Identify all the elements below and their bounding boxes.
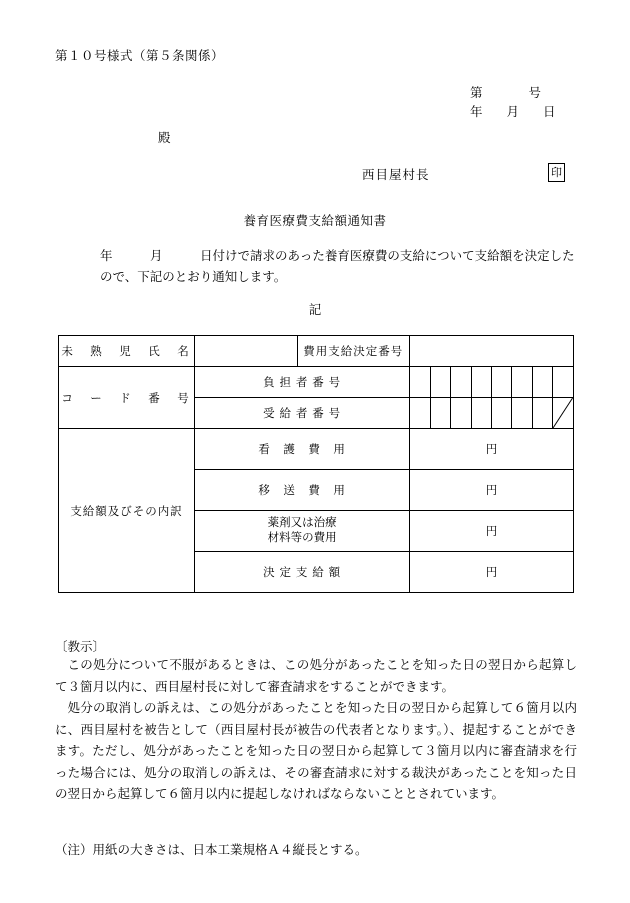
notice-heading: 〔教示〕 xyxy=(55,640,106,654)
notice-paragraph-2: 処分の取消しの訴えは、この処分があったことを知った日の翌日から起算して６箇月以内に、西目屋村を被告として（西目屋村長が被告の代表者となります。）、提起することができます。ただし、処分があったことを知った日の翌日から起算して３箇月以内に審査請求を行った場合には、処分の取消しの訴えは、その審査請求に対する裁決があったことを知った日の翌日から起算して６箇月以内に提起しなければならないこととされています。 xyxy=(55,701,577,801)
number-label: 第 xyxy=(470,86,483,100)
payer-digit-7 xyxy=(532,367,552,398)
diagonal-strike-icon xyxy=(553,398,573,428)
recipient-digit-6 xyxy=(512,398,532,429)
decided-amount-label: 決 定 支 給 額 xyxy=(195,552,410,593)
issuer-name: 西目屋村長 xyxy=(362,168,430,182)
payer-digit-6 xyxy=(512,367,532,398)
payer-digit-5 xyxy=(491,367,511,398)
recipient-digit-2 xyxy=(430,398,450,429)
notice-body xyxy=(55,655,577,806)
transport-cost-value: 円 xyxy=(410,470,574,511)
payer-digit-4 xyxy=(471,367,491,398)
table-row xyxy=(59,429,574,470)
recipient-digit-8-struck xyxy=(553,398,574,429)
addressee-suffix: 殿 xyxy=(158,131,171,145)
recipient-digit-5 xyxy=(491,398,511,429)
recipient-digit-4 xyxy=(471,398,491,429)
medicine-cost-label xyxy=(195,511,410,552)
payer-number-text: 負 担 者 番 号 xyxy=(263,377,342,389)
nursing-cost-label: 看 護 費 用 xyxy=(195,429,410,470)
date-day: 日 xyxy=(543,105,556,119)
nursing-cost-value: 円 xyxy=(410,429,574,470)
payer-digit-1 xyxy=(410,367,430,398)
amount-breakdown-label: 支給額及びその内訳 xyxy=(59,429,195,593)
medicine-cost-label-line2: 材料等の費用 xyxy=(267,532,337,544)
page-title: 養育医療費支給額通知書 xyxy=(243,214,387,228)
recipient-number-label: 受 給 者 番 号 xyxy=(195,398,410,429)
medicine-cost-value: 円 xyxy=(410,511,574,552)
cost-decision-number-value xyxy=(410,336,574,367)
table-row xyxy=(59,336,574,367)
number-unit: 号 xyxy=(528,86,542,100)
infant-name-value xyxy=(195,336,297,367)
document-date-line xyxy=(470,102,580,120)
footnote: （注）用紙の大きさは、日本工業規格Ａ４縦長とする。 xyxy=(55,843,368,857)
date-month: 月 xyxy=(506,105,520,119)
cost-decision-number-label: 費用支給決定番号 xyxy=(297,336,409,367)
payer-digit-3 xyxy=(451,367,471,398)
transport-cost-label: 移 送 費 用 xyxy=(195,470,410,511)
payer-number-label xyxy=(195,367,410,398)
notification-table xyxy=(58,335,574,593)
payer-digit-2 xyxy=(430,367,450,398)
date-year: 年 xyxy=(470,105,483,119)
recipient-digit-7 xyxy=(532,398,552,429)
ki-mark: 記 xyxy=(308,303,322,317)
notice-paragraph-1: この処分について不服があるときは、この処分があったことを知った日の翌日から起算して３箇月以内に、西目屋村長に対して審査請求をすることができます。 xyxy=(55,658,577,694)
table-row xyxy=(59,367,574,398)
form-number: 第１０号様式（第５条関係） xyxy=(55,49,225,63)
document-number-line xyxy=(470,83,580,101)
decided-amount-value: 円 xyxy=(410,552,574,593)
recipient-digit-3 xyxy=(451,398,471,429)
payer-digit-8 xyxy=(553,367,574,398)
code-number-label: コ ー ド 番 号 xyxy=(59,367,195,429)
medicine-cost-label-line1: 薬剤又は治療 xyxy=(267,517,337,529)
infant-name-label: 未 熟 児 氏 名 xyxy=(59,336,195,367)
seal-icon: 印 xyxy=(548,163,565,182)
recipient-digit-1 xyxy=(410,398,430,429)
body-paragraph: 年 月 日付けで請求のあった養育医療費の支給について支給額を決定したので、下記のとおり通知します。 xyxy=(100,249,575,284)
